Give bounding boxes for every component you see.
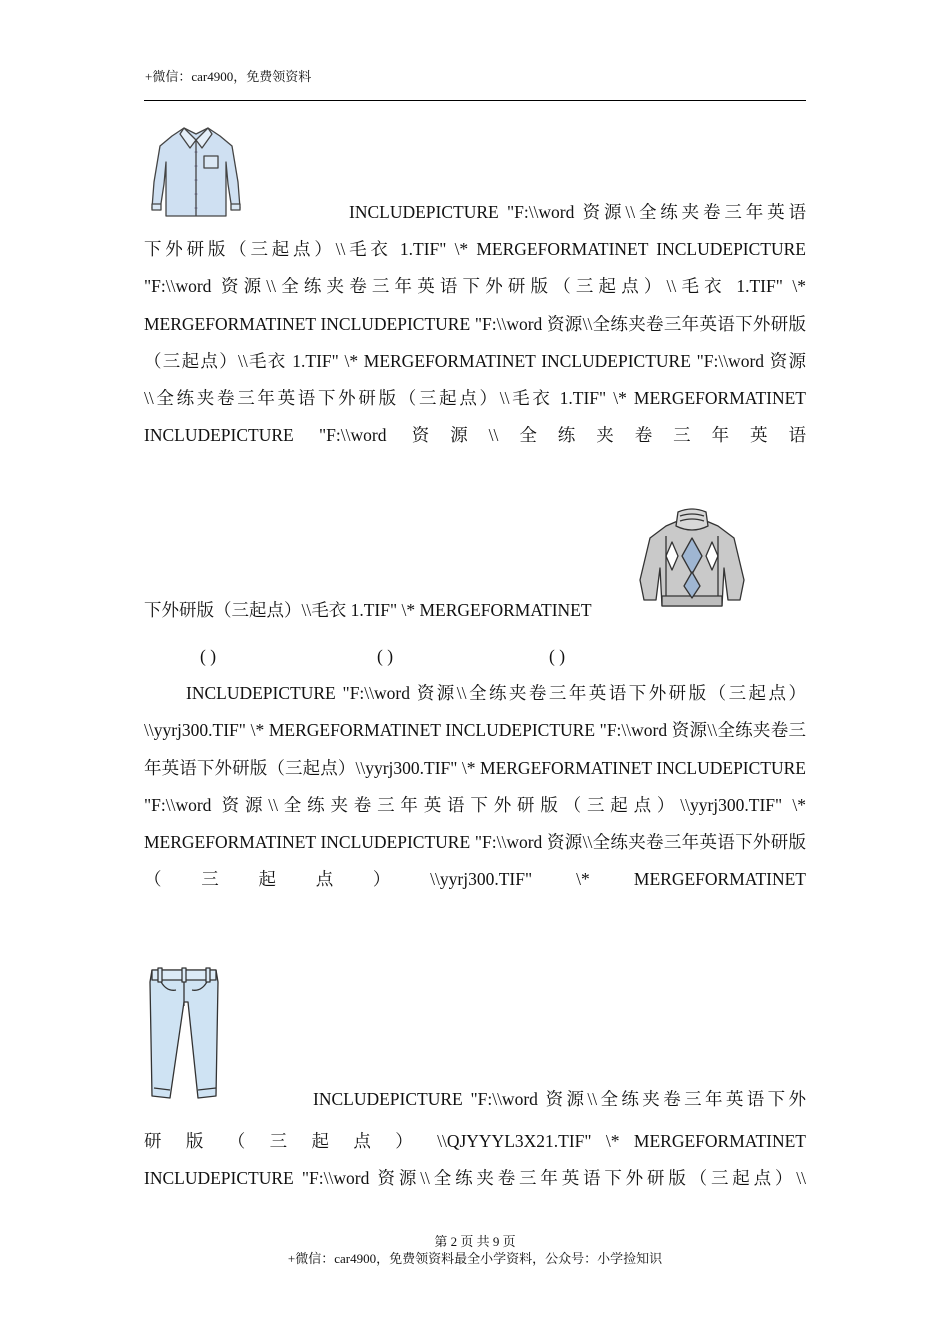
- answer-bracket-3[interactable]: ( ): [549, 646, 566, 666]
- section2-body: INCLUDEPICTURE "F:\\word 资源\\全练夹卷三年英语下外研版（三起点）\\yyrj300.TIF" \* MERGEFORMATINET INCLUDEPICTURE "F:\\word 资源\\全练夹卷三年英语下外研版（三起点）\\yyrj300.TIF" \* MERGEFORMATINET INCLUDEPICTURE "F:\\word 资源\\全练夹卷三年英语下外研版（三起点）\\yyrj300.TIF" \* MERGEFORMATINET INCLUDEPICTURE "F:\\word 资源\\全练夹卷三年英语下外研版（三起点）\\yyrj300.TIF" \* MERGEFORMATINET: [144, 683, 806, 890]
- section3-second-line: 研 版 （ 三 起 点 ） \\QJYYYL3X21.TIF" \* MERGEFORMATINET: [144, 1131, 806, 1151]
- header-text: +微信：car4900，免费领资料: [145, 69, 312, 84]
- jeans-icon: [146, 966, 222, 1102]
- answer-bracket-1[interactable]: ( ): [200, 646, 217, 666]
- section1-body: 下外研版（三起点）\\毛衣 1.TIF" \* MERGEFORMATINET INCLUDEPICTURE "F:\\word 资源\\全练夹卷三年英语下外研版（三起点）\\毛衣 1.TIF" \* MERGEFORMATINET INCLUDEPICTURE "F:\\word 资源\\全练夹卷三年英语下外研版（三起点）\\毛衣 1.TIF" \* MERGEFORMATINET INCLUDEPICTURE "F:\\word 资源\\全练夹卷三年英语下外研版（三起点）\\毛衣 1.TIF" \* MERGEFORMATINET INCLUDEPICTURE "F:\\word 资源\\全练夹卷三年英语: [144, 239, 806, 446]
- section1-first-line: INCLUDEPICTURE "F:\\word 资源\\全练夹卷三年英语: [349, 202, 806, 222]
- section3-third-line: INCLUDEPICTURE "F:\\word 资源\\全练夹卷三年英语下外研版（三起点）\\: [144, 1168, 806, 1188]
- section1-tail-line: 下外研版（三起点）\\毛衣 1.TIF" \* MERGEFORMATINET: [144, 600, 592, 620]
- section3-first-line: INCLUDEPICTURE "F:\\word 资源\\全练夹卷三年英语下外: [313, 1089, 806, 1109]
- header-rule: [144, 100, 806, 101]
- page-number: 第 2 页 共 9 页: [434, 1234, 516, 1249]
- answer-bracket-2[interactable]: ( ): [377, 646, 394, 666]
- answer-brackets: [144, 646, 806, 670]
- shirt-icon: [148, 122, 244, 220]
- footer-text: +微信：car4900，免费领资料最全小学资料，公众号：小学捡知识: [287, 1251, 663, 1266]
